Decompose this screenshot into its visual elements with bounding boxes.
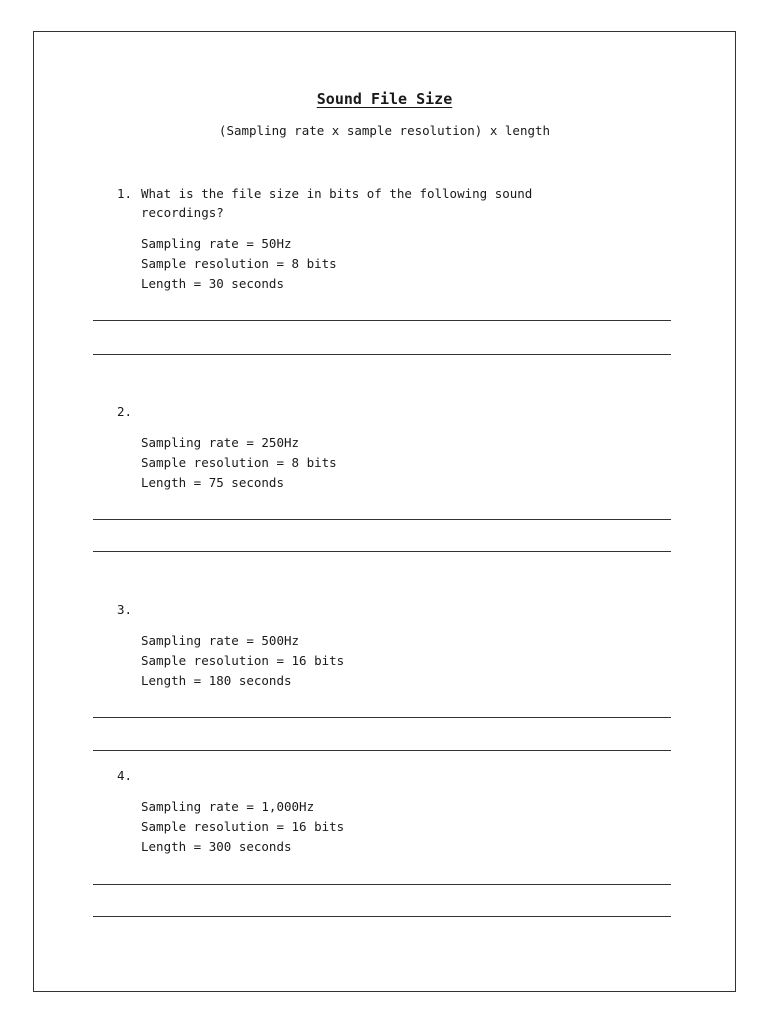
worksheet-page <box>33 31 736 992</box>
question-4-parameters <box>141 797 344 857</box>
question-3-parameters <box>141 631 344 691</box>
question-number: 4. <box>117 768 133 783</box>
question-3-heading <box>117 600 601 619</box>
question-1-heading <box>117 184 601 222</box>
answer-line[interactable] <box>93 916 671 917</box>
answer-line[interactable] <box>93 717 671 718</box>
sample-resolution: Sample resolution = 8 bits <box>141 455 337 470</box>
sample-resolution: Sample resolution = 8 bits <box>141 256 337 271</box>
answer-line[interactable] <box>93 354 671 355</box>
recording-length: Length = 75 seconds <box>141 475 284 490</box>
recording-length: Length = 300 seconds <box>141 839 292 854</box>
recording-length: Length = 180 seconds <box>141 673 292 688</box>
question-text <box>141 402 601 421</box>
question-4-heading <box>117 766 601 785</box>
answer-line[interactable] <box>93 884 671 885</box>
answer-line[interactable] <box>93 551 671 552</box>
question-2-parameters <box>141 433 337 493</box>
question-number: 2. <box>117 404 133 419</box>
question-number: 3. <box>117 602 133 617</box>
sampling-rate: Sampling rate = 50Hz <box>141 236 292 251</box>
recording-length: Length = 30 seconds <box>141 276 284 291</box>
sampling-rate: Sampling rate = 250Hz <box>141 435 300 450</box>
sampling-rate: Sampling rate = 1,000Hz <box>141 799 315 814</box>
sampling-rate: Sampling rate = 500Hz <box>141 633 300 648</box>
question-text: What is the file size in bits of the following sound recordings? <box>141 186 533 220</box>
question-2-heading <box>117 402 601 421</box>
sample-resolution: Sample resolution = 16 bits <box>141 819 345 834</box>
question-number: 1. <box>117 186 133 201</box>
answer-line[interactable] <box>93 519 671 520</box>
question-text <box>141 600 601 619</box>
page-title: Sound File Size <box>316 90 453 108</box>
question-1-parameters <box>141 234 337 294</box>
formula-subtitle: (Sampling rate x sample resolution) x length <box>218 123 551 138</box>
question-text <box>141 766 601 785</box>
sample-resolution: Sample resolution = 16 bits <box>141 653 345 668</box>
answer-line[interactable] <box>93 320 671 321</box>
answer-line[interactable] <box>93 750 671 751</box>
